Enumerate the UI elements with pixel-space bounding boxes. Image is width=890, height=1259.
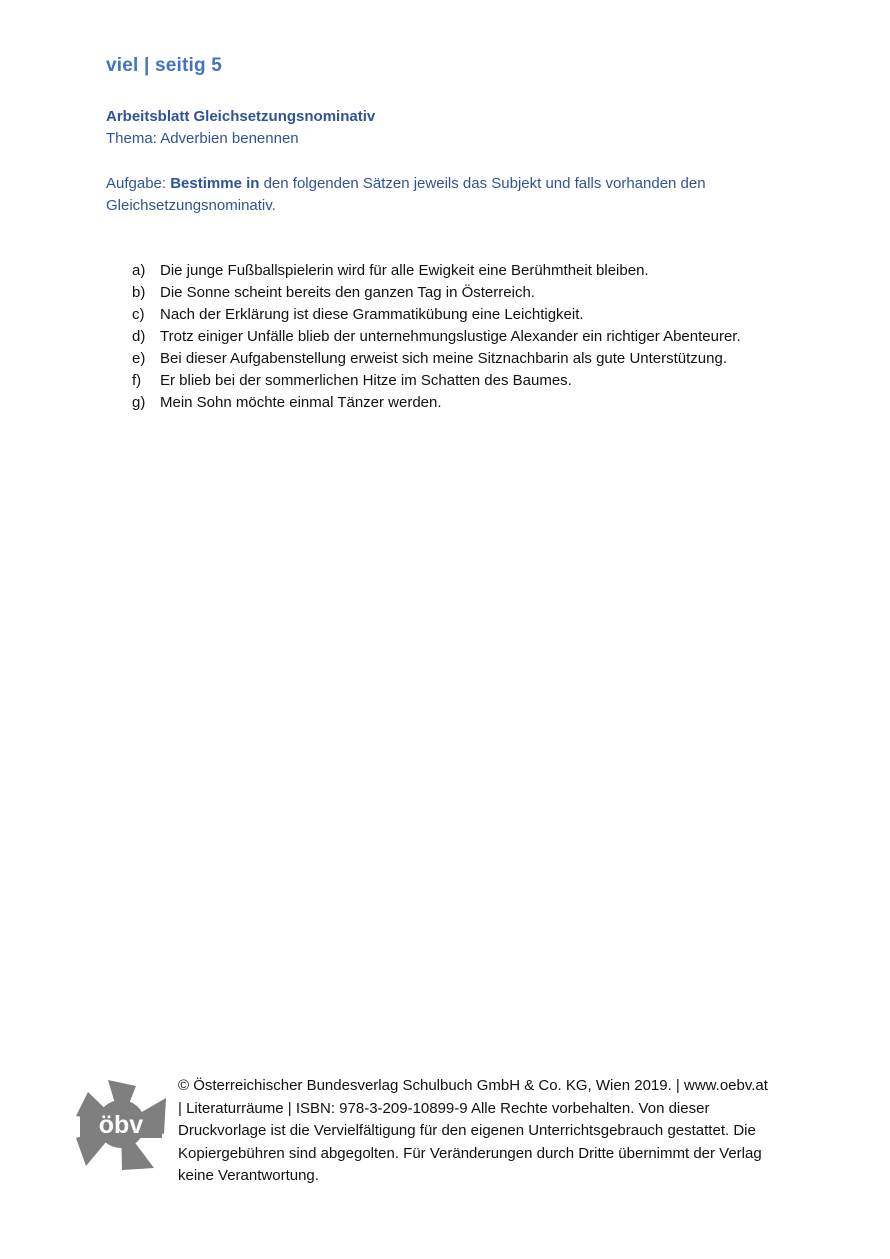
list-item-marker: e)	[132, 350, 146, 367]
list-item-marker: b)	[132, 284, 146, 301]
page-header-title: viel | seitig 5	[106, 55, 223, 76]
task-instruction	[106, 173, 786, 217]
list-item-marker: f)	[132, 372, 142, 389]
oebv-logo-icon	[74, 1076, 168, 1172]
list-item-marker: c)	[132, 306, 145, 323]
list-item-text: Er blieb bei der sommerlichen Hitze im Schatten des Baumes.	[160, 372, 572, 389]
worksheet-topic: Thema: Adverbien benennen	[106, 130, 299, 147]
copyright-notice: © Österreichischer Bundesverlag Schulbuch GmbH & Co. KG, Wien 2019. | www.oebv.at | Literaturräume | ISBN: 978-3-209-10899-9 Alle Rechte vorbehalten. Von dieser Druckvorlage ist die Vervielfältigung für den eigenen Unterrichtsgebrauch gestattet. Die Kopiergebühren sind abgegolten. Für Veränderungen durch Dritte übernimmt der Verlag keine Verantwortung.	[178, 1077, 768, 1184]
task-prefix: Aufgabe:	[106, 175, 171, 192]
list-item-marker: g)	[132, 394, 146, 411]
list-item	[132, 282, 812, 304]
list-item-marker: a)	[132, 262, 146, 279]
list-item	[132, 326, 812, 348]
list-item-text: Die junge Fußballspielerin wird für alle Ewigkeit eine Berühmtheit bleiben.	[160, 262, 649, 279]
publisher-logo	[74, 1076, 168, 1172]
sentence-list	[132, 260, 812, 414]
list-item-text: Trotz einiger Unfälle blieb der unternehmungslustige Alexander ein richtiger Abenteurer.	[160, 328, 741, 345]
task-bold-text: Bestimme in	[170, 175, 260, 192]
list-item-marker: d)	[132, 328, 146, 345]
list-item-text: Mein Sohn möchte einmal Tänzer werden.	[160, 394, 442, 411]
list-item-text: Nach der Erklärung ist diese Grammatikübung eine Leichtigkeit.	[160, 306, 584, 323]
list-item	[132, 304, 812, 326]
list-item	[132, 260, 812, 282]
list-item-text: Bei dieser Aufgabenstellung erweist sich meine Sitznachbarin als gute Unterstützung.	[160, 350, 727, 367]
list-item-text: Die Sonne scheint bereits den ganzen Tag in Österreich.	[160, 284, 535, 301]
worksheet-title: Arbeitsblatt Gleichsetzungsnominativ	[106, 108, 376, 125]
list-item	[132, 370, 812, 392]
list-item	[132, 392, 812, 414]
logo-text: öbv	[98, 1111, 144, 1139]
list-item	[132, 348, 812, 370]
task-rest: den folgenden Sätzen jeweils das Subjekt und falls vorhanden den Gleichsetzungsnominativ.	[106, 175, 706, 214]
